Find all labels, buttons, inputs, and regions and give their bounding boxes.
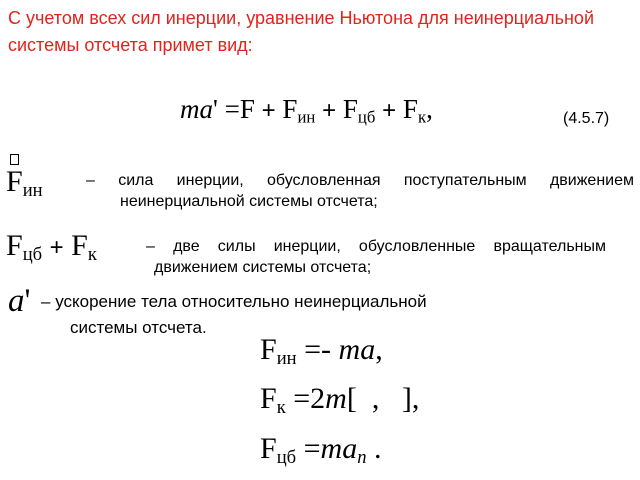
eq-plus: +: [322, 97, 337, 124]
def1-line2: неинерциальной системы отсчета;: [120, 193, 378, 210]
eq-force-cb: $F_{цб}$: [342, 94, 376, 127]
def2-line1: – две силы инерции, обусловленные вращательным: [146, 238, 607, 255]
def3-line2: системы отсчета.: [70, 318, 207, 337]
def1-line1: – сила инерции, обусловленная поступательным движением: [86, 172, 634, 189]
eq-force-k: $F_к$: [402, 94, 427, 127]
eq-force: F: [239, 94, 255, 124]
formula-coriolis: $F_к =2m$[ , ],: [260, 382, 420, 419]
main-equation: [180, 94, 433, 125]
eq-plus: +: [382, 97, 397, 124]
eq-mass: m: [180, 94, 200, 124]
eq-comma: ,: [426, 94, 433, 124]
def2-symbol: $F_{цб} + F_к$: [6, 229, 97, 266]
eq-accel: a: [199, 94, 213, 124]
formula-centrifugal: $F_{цб} =ma_n$ .: [260, 432, 382, 469]
def1-symbol: $F_{ин}$: [6, 165, 43, 202]
eq-prime: ': [213, 94, 218, 124]
formula-inertia: $F_{ин}$ =- ma,: [260, 333, 383, 370]
eq-force-in: $F_{ин}$: [282, 94, 316, 127]
def3-symbol: a': [8, 283, 31, 319]
def3-line1: – ускорение тела относительно неинерциальной: [41, 292, 427, 311]
intro-text: С учетом всех сил инерции, уравнение Ньютона для неинерциальной системы отсчета примет вид:: [8, 8, 595, 55]
equation-number: (4.5.7): [563, 110, 610, 127]
eq-equals: =: [224, 94, 240, 124]
def2-line2: движением системы отсчета;: [154, 259, 372, 276]
eq-plus: +: [261, 97, 276, 124]
